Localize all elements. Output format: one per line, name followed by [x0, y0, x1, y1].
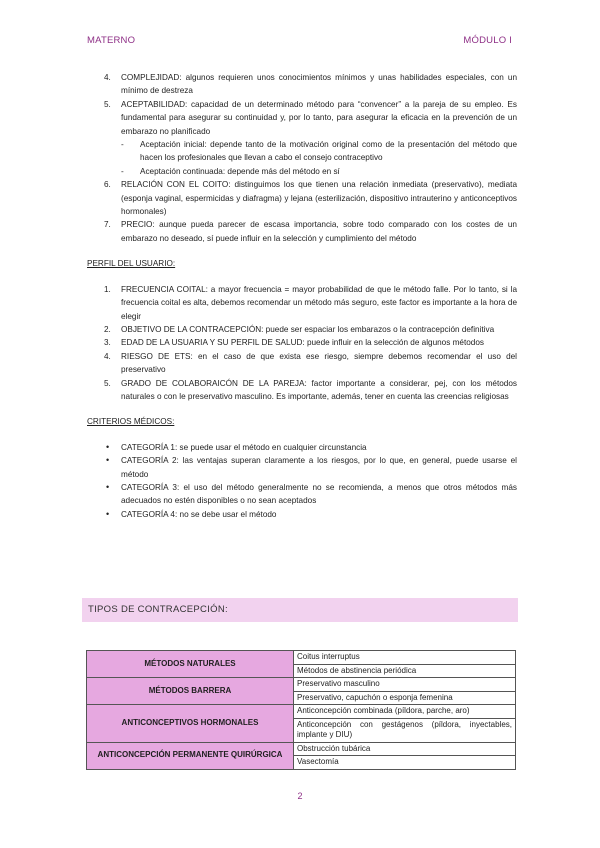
- table-cell: Vasectomía: [294, 756, 516, 770]
- list-item: 3. EDAD DE LA USUARIA Y SU PERFIL DE SALUD: puede influir en la selección de algunos métodos: [104, 338, 485, 348]
- list-item: 4. RIESGO DE ETS: en el caso de que exista ese riesgo, siempre debemos recomendar el uso del preservativo: [104, 351, 517, 375]
- header-right: MÓDULO I: [463, 35, 512, 46]
- page-body: [87, 71, 517, 521]
- bullet-icon: •: [106, 441, 110, 452]
- table-cell: Coitus interruptus: [294, 651, 516, 665]
- table-cell: Preservativo, capuchón o esponja femenina: [294, 691, 516, 705]
- list-item: • CATEGORÍA 1: se puede usar el método en cualquier circunstancia: [87, 441, 517, 454]
- header-left: MATERNO: [87, 35, 136, 46]
- criterios-list: [87, 441, 517, 521]
- table-cell: Preservativo masculino: [294, 678, 516, 692]
- table-row: [87, 742, 516, 756]
- table-category: ANTICONCEPCIÓN PERMANENTE QUIRÚRGICA: [87, 742, 294, 769]
- table-cell: Anticoncepción combinada (píldora, parche, aro): [294, 705, 516, 719]
- list-item: 5. ACEPTABILIDAD: capacidad de un determinado método para “convencer” a la pareja de su empleo. Es fundamental para asegurar su continuidad y, por lo tanto, para asegurar la eficacia en la prevención de un embarazo no planificado: [104, 99, 517, 136]
- bullet-icon: •: [106, 481, 110, 492]
- table-row: [87, 678, 516, 692]
- section-title-criterios: CRITERIOS MÉDICOS:: [87, 417, 175, 427]
- table-category: ANTICONCEPTIVOS HORMONALES: [87, 705, 294, 743]
- list-item: • CATEGORÍA 2: las ventajas superan claramente a los riesgos, por lo que, en general, puede usarse el método: [106, 455, 517, 479]
- list-item: 4. COMPLEJIDAD: algunos requieren unos conocimientos mínimos y unas habilidades especiales, con un mínimo de destreza: [104, 73, 517, 96]
- table-category: MÉTODOS BARRERA: [87, 678, 294, 705]
- table-row: [87, 705, 516, 719]
- intro-list-cont: [87, 178, 517, 245]
- list-item: 6. RELACIÓN CON EL COITO: distinguimos los que tienen una relación inmediata (preservativo), mediata (esponja vaginal, espermicidas y diafragma) y lejana (esterilización, dispositivo intrauterino y anticonceptivos hormonales): [104, 180, 517, 217]
- bullet-icon: •: [106, 508, 110, 519]
- list-item: 2. OBJETIVO DE LA CONTRACEPCIÓN: puede ser espaciar los embarazos o la contracepción definitiva: [104, 324, 495, 334]
- section-title-tipos: TIPOS DE CONTRACEPCIÓN:: [88, 604, 228, 615]
- list-item: • CATEGORÍA 4: no se debe usar el método: [87, 508, 517, 521]
- table-cell: Métodos de abstinencia periódica: [294, 664, 516, 678]
- table-cell: Obstrucción tubárica: [294, 742, 516, 756]
- sub-list: [87, 138, 517, 178]
- table-row: [87, 651, 516, 665]
- bullet-icon: •: [106, 455, 110, 466]
- table-category: MÉTODOS NATURALES: [87, 651, 294, 678]
- list-item: 1. FRECUENCIA COITAL: a mayor frecuencia = mayor probabilidad de que le método falle. Por lo tanto, si la frecuencia coital es alta, debemos recomendar un método más seguro, este factor es importante a la hora de elegir: [104, 284, 517, 321]
- table-cell: Anticoncepción con gestágenos (píldora, inyectables, implante y DIU): [294, 718, 516, 742]
- section-title-perfil: PERFIL DEL USUARIO:: [87, 259, 176, 269]
- contraception-table: [86, 650, 516, 770]
- section-band-tipos: [82, 598, 518, 622]
- intro-list: [87, 71, 517, 138]
- page-number: 2: [297, 791, 303, 801]
- sub-list-item: - Aceptación continuada: depende más del método en sí: [121, 166, 340, 176]
- list-item: • CATEGORÍA 3: el uso del método generalmente no se recomienda, a menos que otros métodos más adecuados no estén disponibles o no sean aceptados: [106, 481, 517, 506]
- list-item: 7. PRECIO: aunque pueda parecer de escasa importancia, sobre todo comparado con los costes de un embarazo no deseado, sí puede influir en la selección y cumplimiento del método: [104, 220, 517, 243]
- sub-list-item: - Aceptación inicial: depende tanto de la motivación original como de la presentación del método que hacen los profesionales que llevan a cabo el consejo contraceptivo: [121, 140, 517, 163]
- perfil-list: [87, 283, 517, 404]
- list-item: 5. GRADO DE COLABORAICÓN DE LA PAREJA: factor importante a considerar, pej, con los métodos naturales o con le preservativo masculino. Es importante, además, tener en cuenta las creencias religiosas: [104, 378, 517, 401]
